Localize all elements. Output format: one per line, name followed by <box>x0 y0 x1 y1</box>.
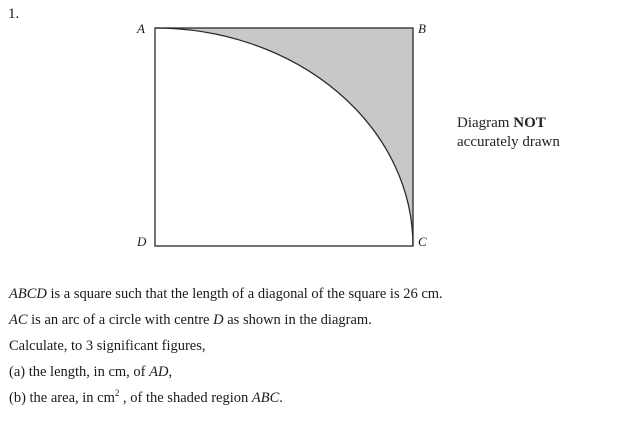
part-a <box>9 359 624 385</box>
vertex-label-a: A <box>137 21 145 36</box>
line1-text: is a square such that the length of a diagonal of the square is 26 cm. <box>46 286 443 302</box>
arc-name: AC <box>9 312 28 328</box>
line2-mid: is an arc of a circle with centre <box>27 312 214 328</box>
part-b-mid: , of the shaded region <box>119 390 252 406</box>
centre-name: D <box>213 312 224 328</box>
segment-name: AD <box>149 364 169 380</box>
squared-exponent: 2 <box>114 388 120 398</box>
diagram-note <box>457 114 560 152</box>
part-b-prefix: (b) the area, in cm <box>9 390 115 406</box>
vertex-label-c: C <box>418 234 427 249</box>
shaded-region-abc <box>155 28 413 246</box>
note-bold: NOT <box>513 115 546 131</box>
part-a-suffix: , <box>168 364 173 380</box>
part-b <box>9 385 624 411</box>
region-name: ABC <box>251 390 280 406</box>
line2-end: as shown in the diagram. <box>223 312 372 328</box>
note-prefix: Diagram <box>457 115 514 131</box>
vertex-label-b: B <box>418 21 426 36</box>
problem-line-1 <box>9 281 624 307</box>
vertex-label-d: D <box>137 234 147 249</box>
note-line2: accurately drawn <box>457 134 560 150</box>
square-name: ABCD <box>9 286 47 302</box>
question-number: 1. <box>8 6 20 22</box>
part-a-prefix: (a) the length, in cm, of <box>9 364 150 380</box>
problem-line-2 <box>9 307 624 333</box>
problem-text <box>9 281 624 411</box>
part-b-suffix: . <box>279 390 283 406</box>
problem-line-3: Calculate, to 3 significant figures, <box>9 338 206 354</box>
